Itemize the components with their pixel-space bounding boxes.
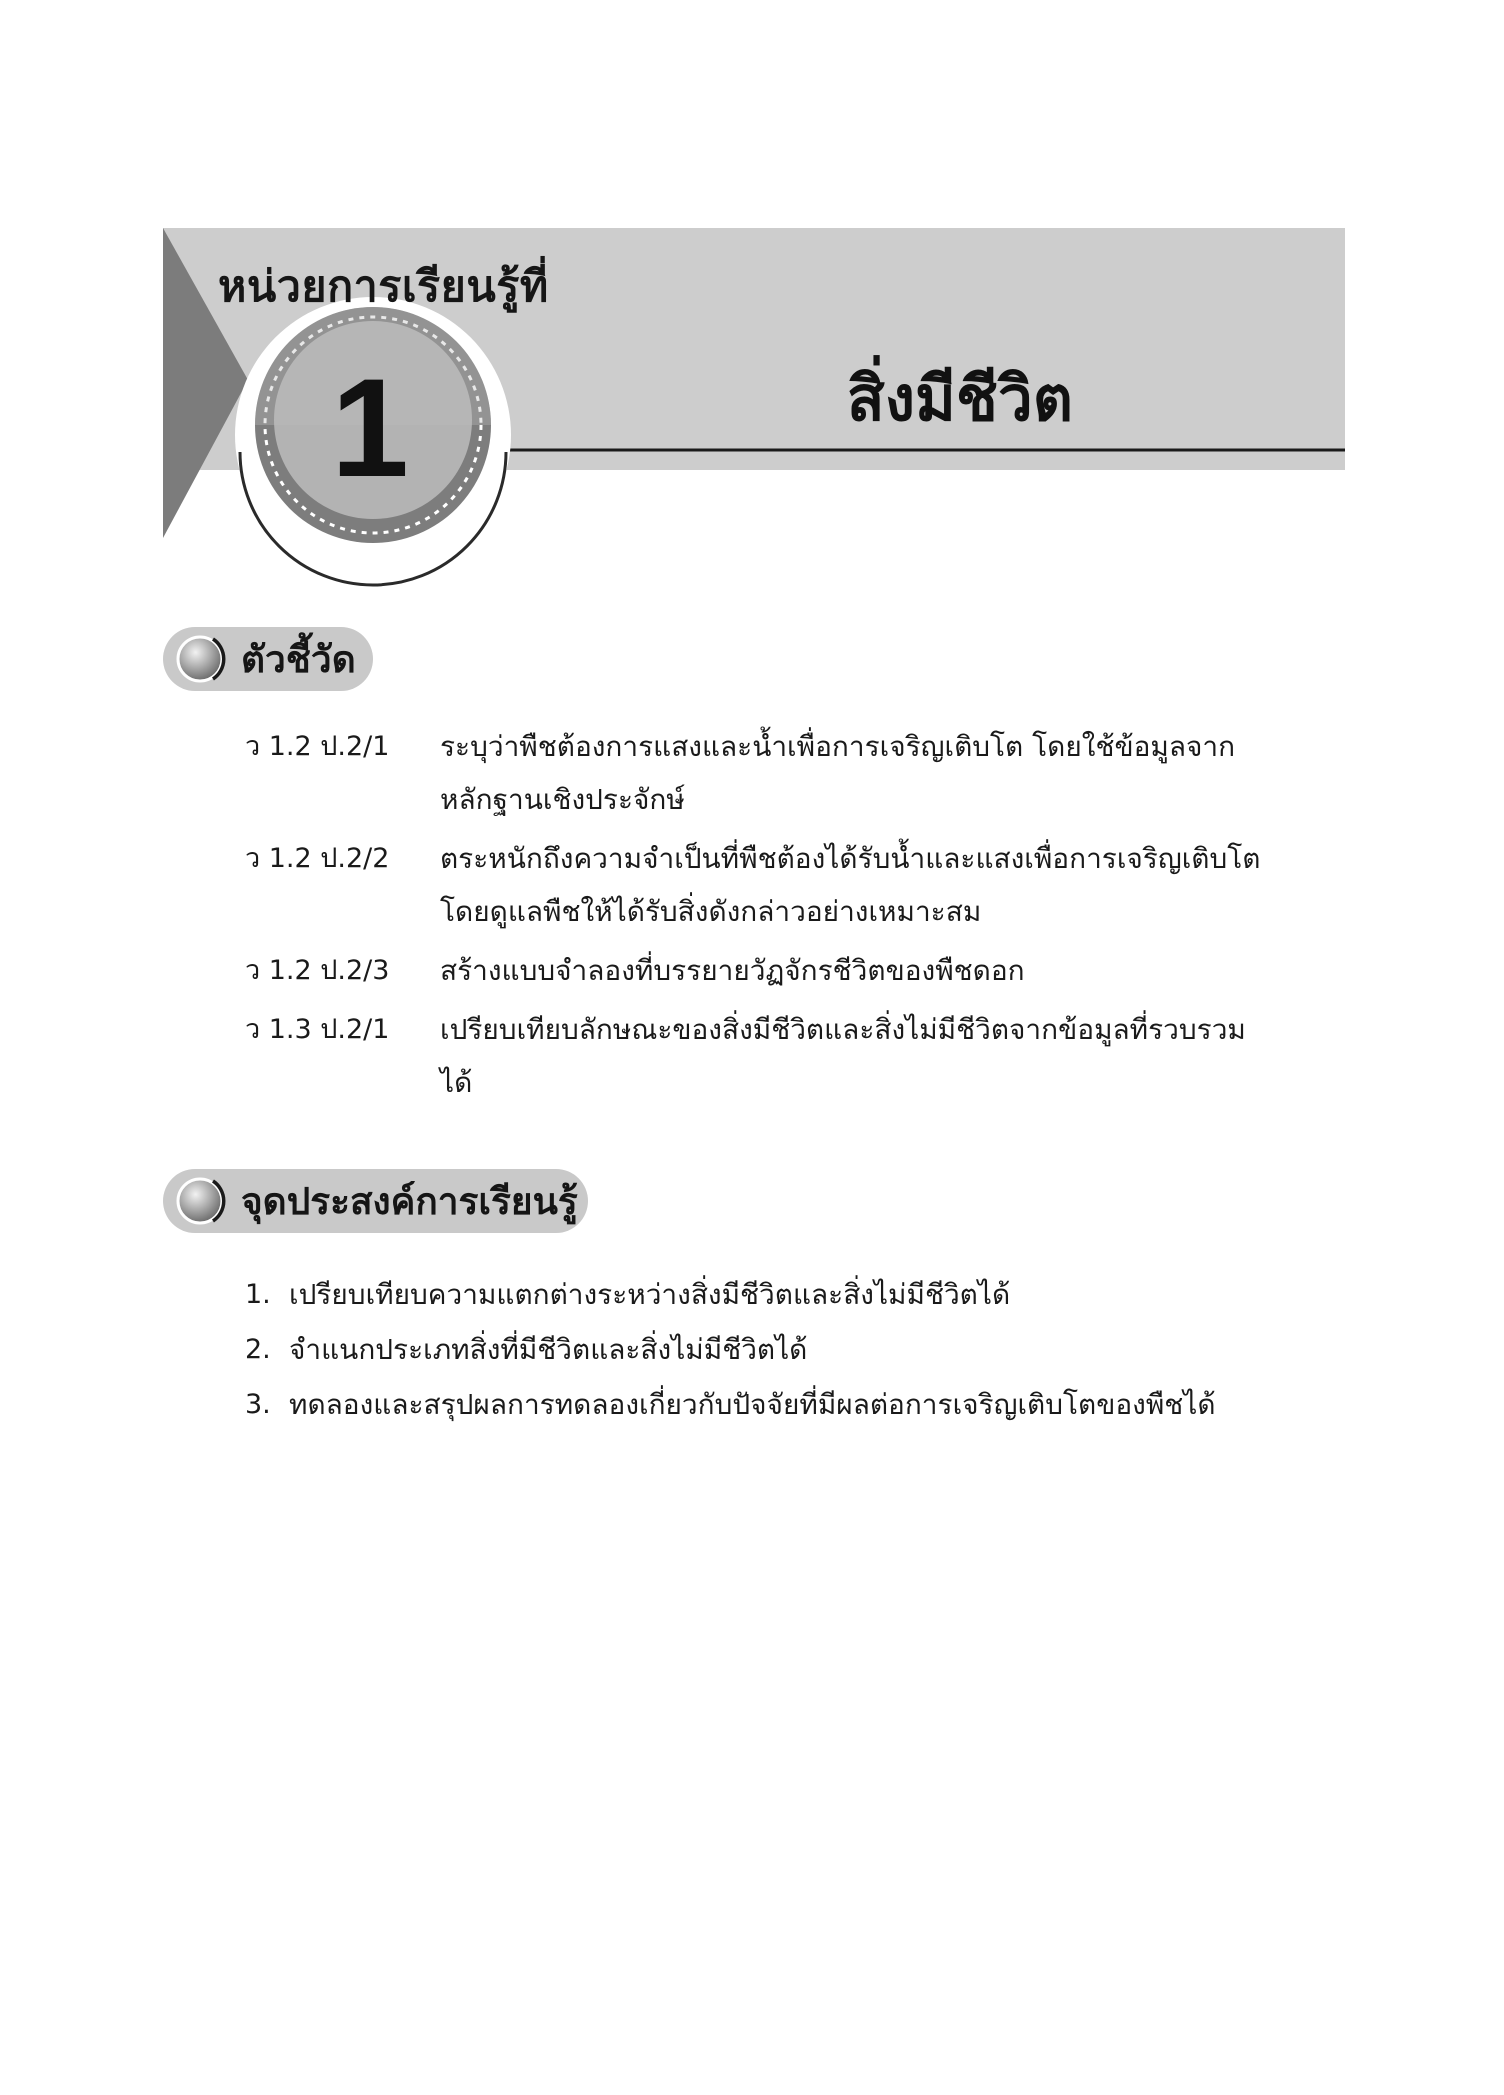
unit-title: สิ่งมีชีวิต [846,362,1074,435]
objectives-list [245,1268,1285,1433]
objective-number: 1. [245,1279,271,1310]
indicator-code: ว 1.3 ป.2/1 [245,1014,390,1045]
indicator-code: ว 1.2 ป.2/2 [245,843,390,874]
objective-text: ทดลองและสรุปผลการทดลองเกี่ยวกับปัจจัยที่มีผลต่อการเจริญเติบโตของพืชได้ [289,1388,1216,1421]
indicator-item [245,832,1285,938]
indicators-list [245,720,1285,1115]
objectives-heading [163,1169,588,1233]
objective-number: 3. [245,1389,271,1420]
indicator-text: สร้างแบบจำลองที่บรรยายวัฏจักรชีวิตของพืชดอก [440,954,1025,987]
objectives-title: จุดประสงค์การเรียนรู้ [241,1179,578,1223]
unit-number: 1 [331,349,409,506]
objective-item [245,1378,1285,1431]
objective-text: จำแนกประเภทสิ่งที่มีชีวิตและสิ่งไม่มีชีวิตได้ [289,1333,808,1366]
indicators-heading [163,627,373,691]
objective-item [245,1268,1285,1321]
indicators-title: ตัวชี้วัด [241,637,356,681]
indicator-item [245,1003,1285,1109]
bullet-ball-icon [173,1171,233,1231]
bullet-ball-icon [173,629,233,689]
indicator-text: ระบุว่าพืชต้องการแสงและน้ำเพื่อการเจริญเติบโต โดยใช้ข้อมูลจากหลักฐานเชิงประจักษ์ [440,730,1236,816]
objective-item [245,1323,1285,1376]
indicator-item [245,944,1285,997]
indicator-item [245,720,1285,826]
indicator-text: ตระหนักถึงความจำเป็นที่พืชต้องได้รับน้ำและแสงเพื่อการเจริญเติบโต โดยดูแลพืชให้ได้รับสิ่งดังกล่าวอย่างเหมาะสม [440,842,1261,928]
indicator-text: เปรียบเทียบลักษณะของสิ่งมีชีวิตและสิ่งไม่มีชีวิตจากข้อมูลที่รวบรวมได้ [440,1013,1246,1099]
objective-number: 2. [245,1334,271,1365]
unit-header [0,0,1504,620]
unit-label: หน่วยการเรียนรู้ที่ [218,262,549,312]
indicator-code: ว 1.2 ป.2/1 [245,731,390,762]
objective-text: เปรียบเทียบความแตกต่างระหว่างสิ่งมีชีวิตและสิ่งไม่มีชีวิตได้ [289,1278,1011,1311]
indicator-code: ว 1.2 ป.2/3 [245,955,390,986]
